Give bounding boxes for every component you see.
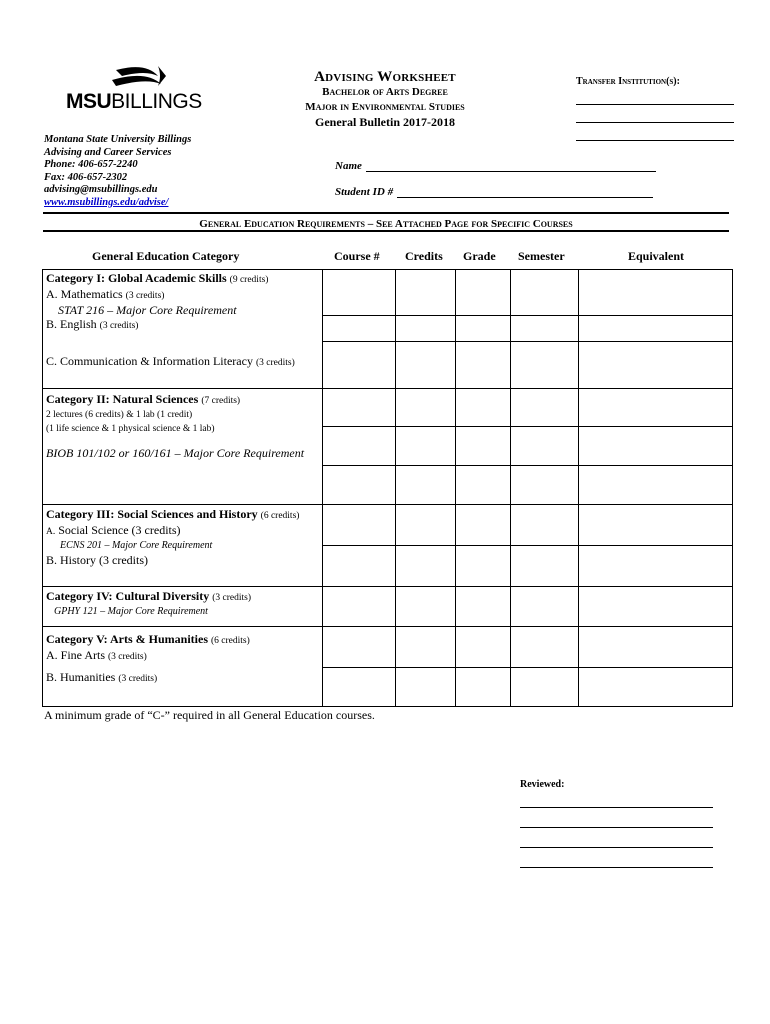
msu-billings-logo — [66, 62, 216, 116]
transfer-line[interactable] — [576, 105, 734, 123]
reviewed-line[interactable] — [520, 807, 713, 808]
reviewed-line[interactable] — [520, 867, 713, 868]
category-4: Category IV: Cultural Diversity (3 credits) GPHY 121 – Major Core Requirement — [46, 589, 251, 617]
col-divider — [395, 269, 396, 707]
category-5b: B. Humanities (3 credits) — [46, 670, 158, 684]
cell-divider — [322, 426, 733, 427]
bulletin-line: General Bulletin 2017-2018 — [315, 115, 455, 129]
fax: Fax: 406-657-2302 — [44, 171, 128, 183]
transfer-label: Transfer Institution(s): — [576, 76, 680, 87]
col-divider — [322, 269, 323, 707]
col-header-course: Course # — [334, 249, 380, 263]
reviewed-line[interactable] — [520, 827, 713, 828]
degree-line: Bachelor of Arts Degree — [322, 86, 448, 98]
transfer-institutions — [576, 76, 736, 141]
major-line: Major in Environmental Studies — [305, 101, 465, 113]
cell-divider — [322, 341, 733, 342]
web-link[interactable]: www.msubillings.edu/advise/ — [44, 196, 169, 208]
col-header-equivalent: Equivalent — [628, 249, 685, 263]
logo-swoosh-icon — [66, 62, 216, 92]
org-name: Montana State University Billings — [44, 134, 192, 145]
section-header: General Education Requirements – See Attached Page for Specific Courses — [43, 212, 729, 232]
cell-divider — [322, 667, 733, 668]
col-divider — [578, 269, 579, 707]
row-divider — [42, 504, 733, 505]
cat2-note: BIOB 101/102 or 160/161 – Major Core Requirement — [46, 446, 305, 460]
reviewed-label: Reviewed: — [520, 779, 565, 790]
phone: Phone: 406-657-2240 — [44, 159, 138, 170]
cell-divider — [322, 465, 733, 466]
row-divider — [42, 388, 733, 389]
col-header-semester: Semester — [518, 249, 565, 263]
row-divider — [42, 586, 733, 587]
reviewed-line[interactable] — [520, 847, 713, 848]
name-field[interactable]: Name — [335, 160, 656, 172]
worksheet-title: Advising Worksheet — [314, 69, 456, 85]
category-2: Category II: Natural Sciences (7 credits) 2 lectures (6 credits) & 1 lab (1 credit) (1 life science & 1 physical science & 1 lab) — [46, 392, 241, 434]
transfer-line[interactable] — [576, 123, 734, 141]
category-1: Category I: Global Academic Skills (9 credits) A. Mathematics (3 credits) STAT 216 – Major Core Requirement B. English (3 credits) — [46, 271, 269, 331]
col-divider — [455, 269, 456, 707]
category-5: Category V: Arts & Humanities (6 credits) A. Fine Arts (3 credits) — [46, 632, 250, 662]
cell-divider — [322, 545, 733, 546]
category-1c: C. Communication & Information Literacy (3 credits) — [46, 354, 295, 368]
logo-wordmark: MSUBILLINGS — [66, 90, 202, 113]
cat1-note: STAT 216 – Major Core Requirement — [58, 303, 237, 317]
col-header-grade: Grade — [463, 249, 496, 263]
col-divider — [510, 269, 511, 707]
col-header-category: General Education Category — [92, 249, 240, 263]
email: advising@msubillings.edu — [44, 184, 158, 195]
dept-name: Advising and Career Services — [44, 146, 172, 158]
col-header-credits: Credits — [405, 249, 443, 263]
student-id-field[interactable]: Student ID # — [335, 186, 653, 198]
transfer-line[interactable] — [576, 87, 734, 105]
title-block — [270, 70, 500, 130]
row-divider — [42, 626, 733, 627]
category-3: Category III: Social Sciences and History (6 credits) A. Social Science (3 credits) ECNS 201 – Major Core Requirement B. History (3 credits) — [46, 507, 300, 567]
contact-info — [44, 134, 191, 209]
footnote: A minimum grade of “C-” required in all General Education courses. — [44, 708, 375, 722]
cell-divider — [322, 315, 733, 316]
